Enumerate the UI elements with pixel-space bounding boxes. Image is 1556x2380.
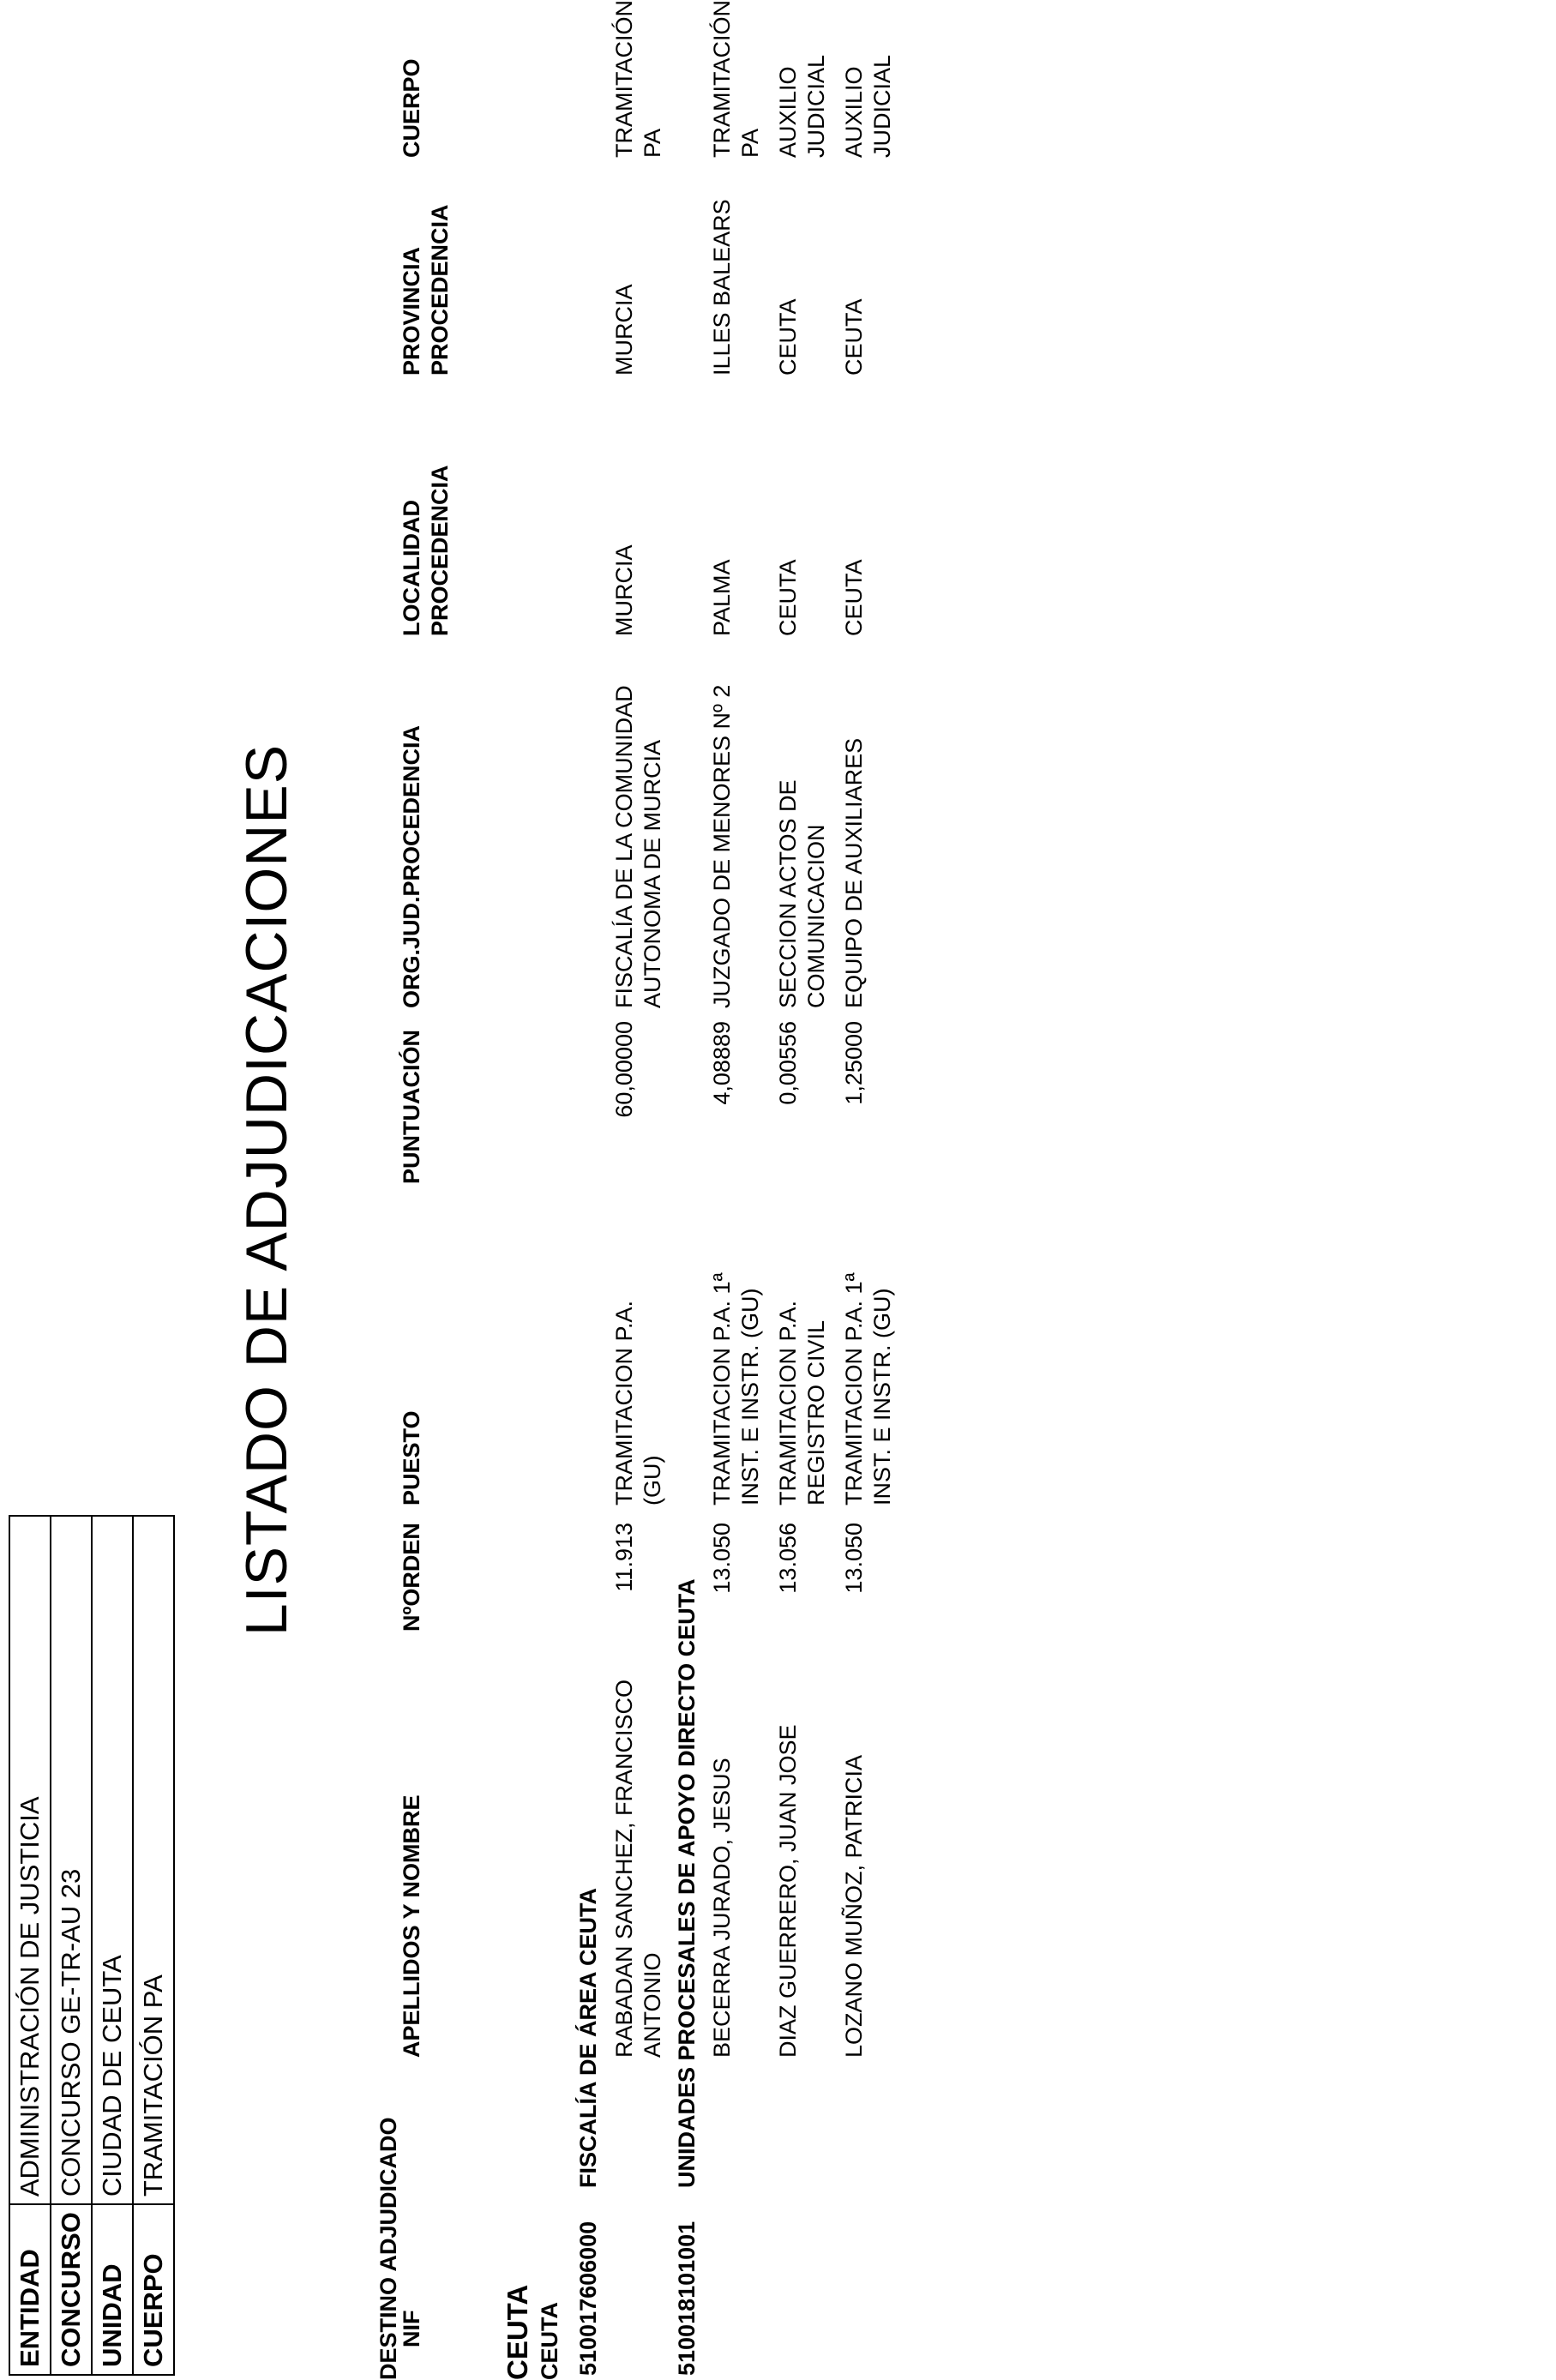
section-code: 510018101001 bbox=[674, 2221, 700, 2376]
row-org: FISCALÍA DE LA COMUNIDAD bbox=[611, 685, 637, 1008]
row-cuerpo: TRAMITACIÓN bbox=[611, 0, 637, 158]
row-puesto: TRAMITACION P.A. 1ª bbox=[709, 1272, 735, 1506]
row-localidad: CEUTA bbox=[841, 559, 867, 636]
info-value: CIUDAD DE CEUTA bbox=[92, 1516, 133, 2204]
info-row bbox=[92, 1516, 133, 2375]
row-nombre: RABADAN SANCHEZ, FRANCISCO bbox=[611, 1679, 637, 2058]
info-row bbox=[9, 1516, 51, 2375]
row-cuerpo-cont: PA bbox=[737, 128, 763, 158]
nif-header: NIF bbox=[399, 2310, 424, 2347]
row-cuerpo: AUXILIO bbox=[841, 66, 867, 158]
row-puesto: TRAMITACION P.A. 1ª bbox=[841, 1272, 867, 1506]
localidad-header-line2: PROCEDENCIA bbox=[427, 465, 453, 636]
row-orden: 13.050 bbox=[841, 1523, 867, 1594]
row-puntuacion: 1,25000 bbox=[841, 1021, 867, 1105]
row-puesto: TRAMITACION P.A. bbox=[611, 1300, 637, 1506]
row-nombre: LOZANO MUÑOZ, PATRICIA bbox=[841, 1754, 867, 2058]
section-name: FISCALÍA DE ÁREA CEUTA bbox=[575, 1888, 601, 2188]
row-puesto-cont: INST. E INSTR. (GU) bbox=[737, 1288, 763, 1506]
destino-header: DESTINO ADJUDICADO bbox=[375, 2117, 401, 2380]
row-provincia: MURCIA bbox=[611, 284, 637, 376]
row-org: JUZGADO DE MENORES Nº 2 bbox=[709, 684, 735, 1008]
org-header: ORG.JUD.PROCEDENCIA bbox=[399, 724, 424, 1008]
row-puntuacion: 4,08889 bbox=[709, 1021, 735, 1105]
row-nombre-cont: ANTONIO bbox=[640, 1952, 665, 2058]
row-cuerpo: AUXILIO bbox=[775, 66, 801, 158]
row-org-cont: COMUNICACION bbox=[803, 824, 829, 1008]
row-puesto-cont: REGISTRO CIVIL bbox=[803, 1319, 829, 1506]
section-name: UNIDADES PROCESALES DE APOYO DIRECTO CEUTA bbox=[674, 1578, 700, 2188]
puesto-header: PUESTO bbox=[399, 1410, 424, 1506]
info-row bbox=[133, 1516, 174, 2375]
row-provincia: CEUTA bbox=[775, 298, 801, 376]
info-label: CUERPO bbox=[133, 2204, 174, 2375]
locality-heading: CEUTA bbox=[537, 2302, 562, 2380]
row-provincia: CEUTA bbox=[841, 298, 867, 376]
row-cuerpo-cont: PA bbox=[640, 128, 665, 158]
info-value: CONCURSO GE-TR-AU 23 bbox=[51, 1516, 92, 2204]
row-org: EQUIPO DE AUXILIARES bbox=[841, 737, 867, 1008]
row-nombre: BECERRA JURADO, JESUS bbox=[709, 1758, 735, 2058]
row-puntuacion: 0,00556 bbox=[775, 1021, 801, 1105]
row-provincia: ILLES BALEARS bbox=[709, 199, 735, 376]
row-orden: 13.056 bbox=[775, 1523, 801, 1594]
row-puesto-cont: (GU) bbox=[640, 1455, 665, 1506]
row-cuerpo-cont: JUDICIAL bbox=[803, 54, 829, 158]
province-heading: CEUTA bbox=[502, 2284, 533, 2380]
row-org: SECCION ACTOS DE bbox=[775, 779, 801, 1008]
provincia-header-line1: PROVINCIA bbox=[399, 246, 424, 376]
localidad-header-line1: LOCALIDAD bbox=[399, 500, 424, 636]
row-localidad: MURCIA bbox=[611, 544, 637, 636]
info-label: CONCURSO bbox=[51, 2204, 92, 2375]
row-cuerpo: TRAMITACIÓN bbox=[709, 0, 735, 158]
info-row bbox=[51, 1516, 92, 2375]
info-table bbox=[9, 1515, 175, 2376]
row-orden: 13.050 bbox=[709, 1523, 735, 1594]
row-localidad: PALMA bbox=[709, 559, 735, 636]
apellidos-header: APELLIDOS Y NOMBRE bbox=[399, 1794, 424, 2058]
info-value: TRAMITACIÓN PA bbox=[133, 1516, 174, 2204]
row-org-cont: AUTONOMA DE MURCIA bbox=[640, 739, 665, 1008]
puntuacion-header: PUNTUACIÓN bbox=[399, 1030, 424, 1184]
row-puesto-cont: INST. E INSTR. (GU) bbox=[869, 1288, 895, 1506]
info-label: UNIDAD bbox=[92, 2204, 133, 2375]
row-orden: 11.913 bbox=[611, 1523, 637, 1592]
section-code: 510017606000 bbox=[575, 2221, 601, 2376]
row-localidad: CEUTA bbox=[775, 559, 801, 636]
info-label: ENTIDAD bbox=[9, 2204, 51, 2375]
row-nombre: DIAZ GUERRERO, JUAN JOSE bbox=[775, 1724, 801, 2058]
info-value: ADMINISTRACIÓN DE JUSTICIA bbox=[9, 1516, 51, 2204]
page-title: LISTADO DE ADJUDICACIONES bbox=[234, 743, 299, 1637]
cuerpo-header: CUERPO bbox=[399, 58, 424, 158]
provincia-header-line2: PROCEDENCIA bbox=[427, 204, 453, 376]
row-puesto: TRAMITACION P.A. bbox=[775, 1300, 801, 1506]
norden-header: NºORDEN bbox=[399, 1523, 424, 1632]
row-cuerpo-cont: JUDICIAL bbox=[869, 54, 895, 158]
row-puntuacion: 60,00000 bbox=[611, 1021, 637, 1118]
